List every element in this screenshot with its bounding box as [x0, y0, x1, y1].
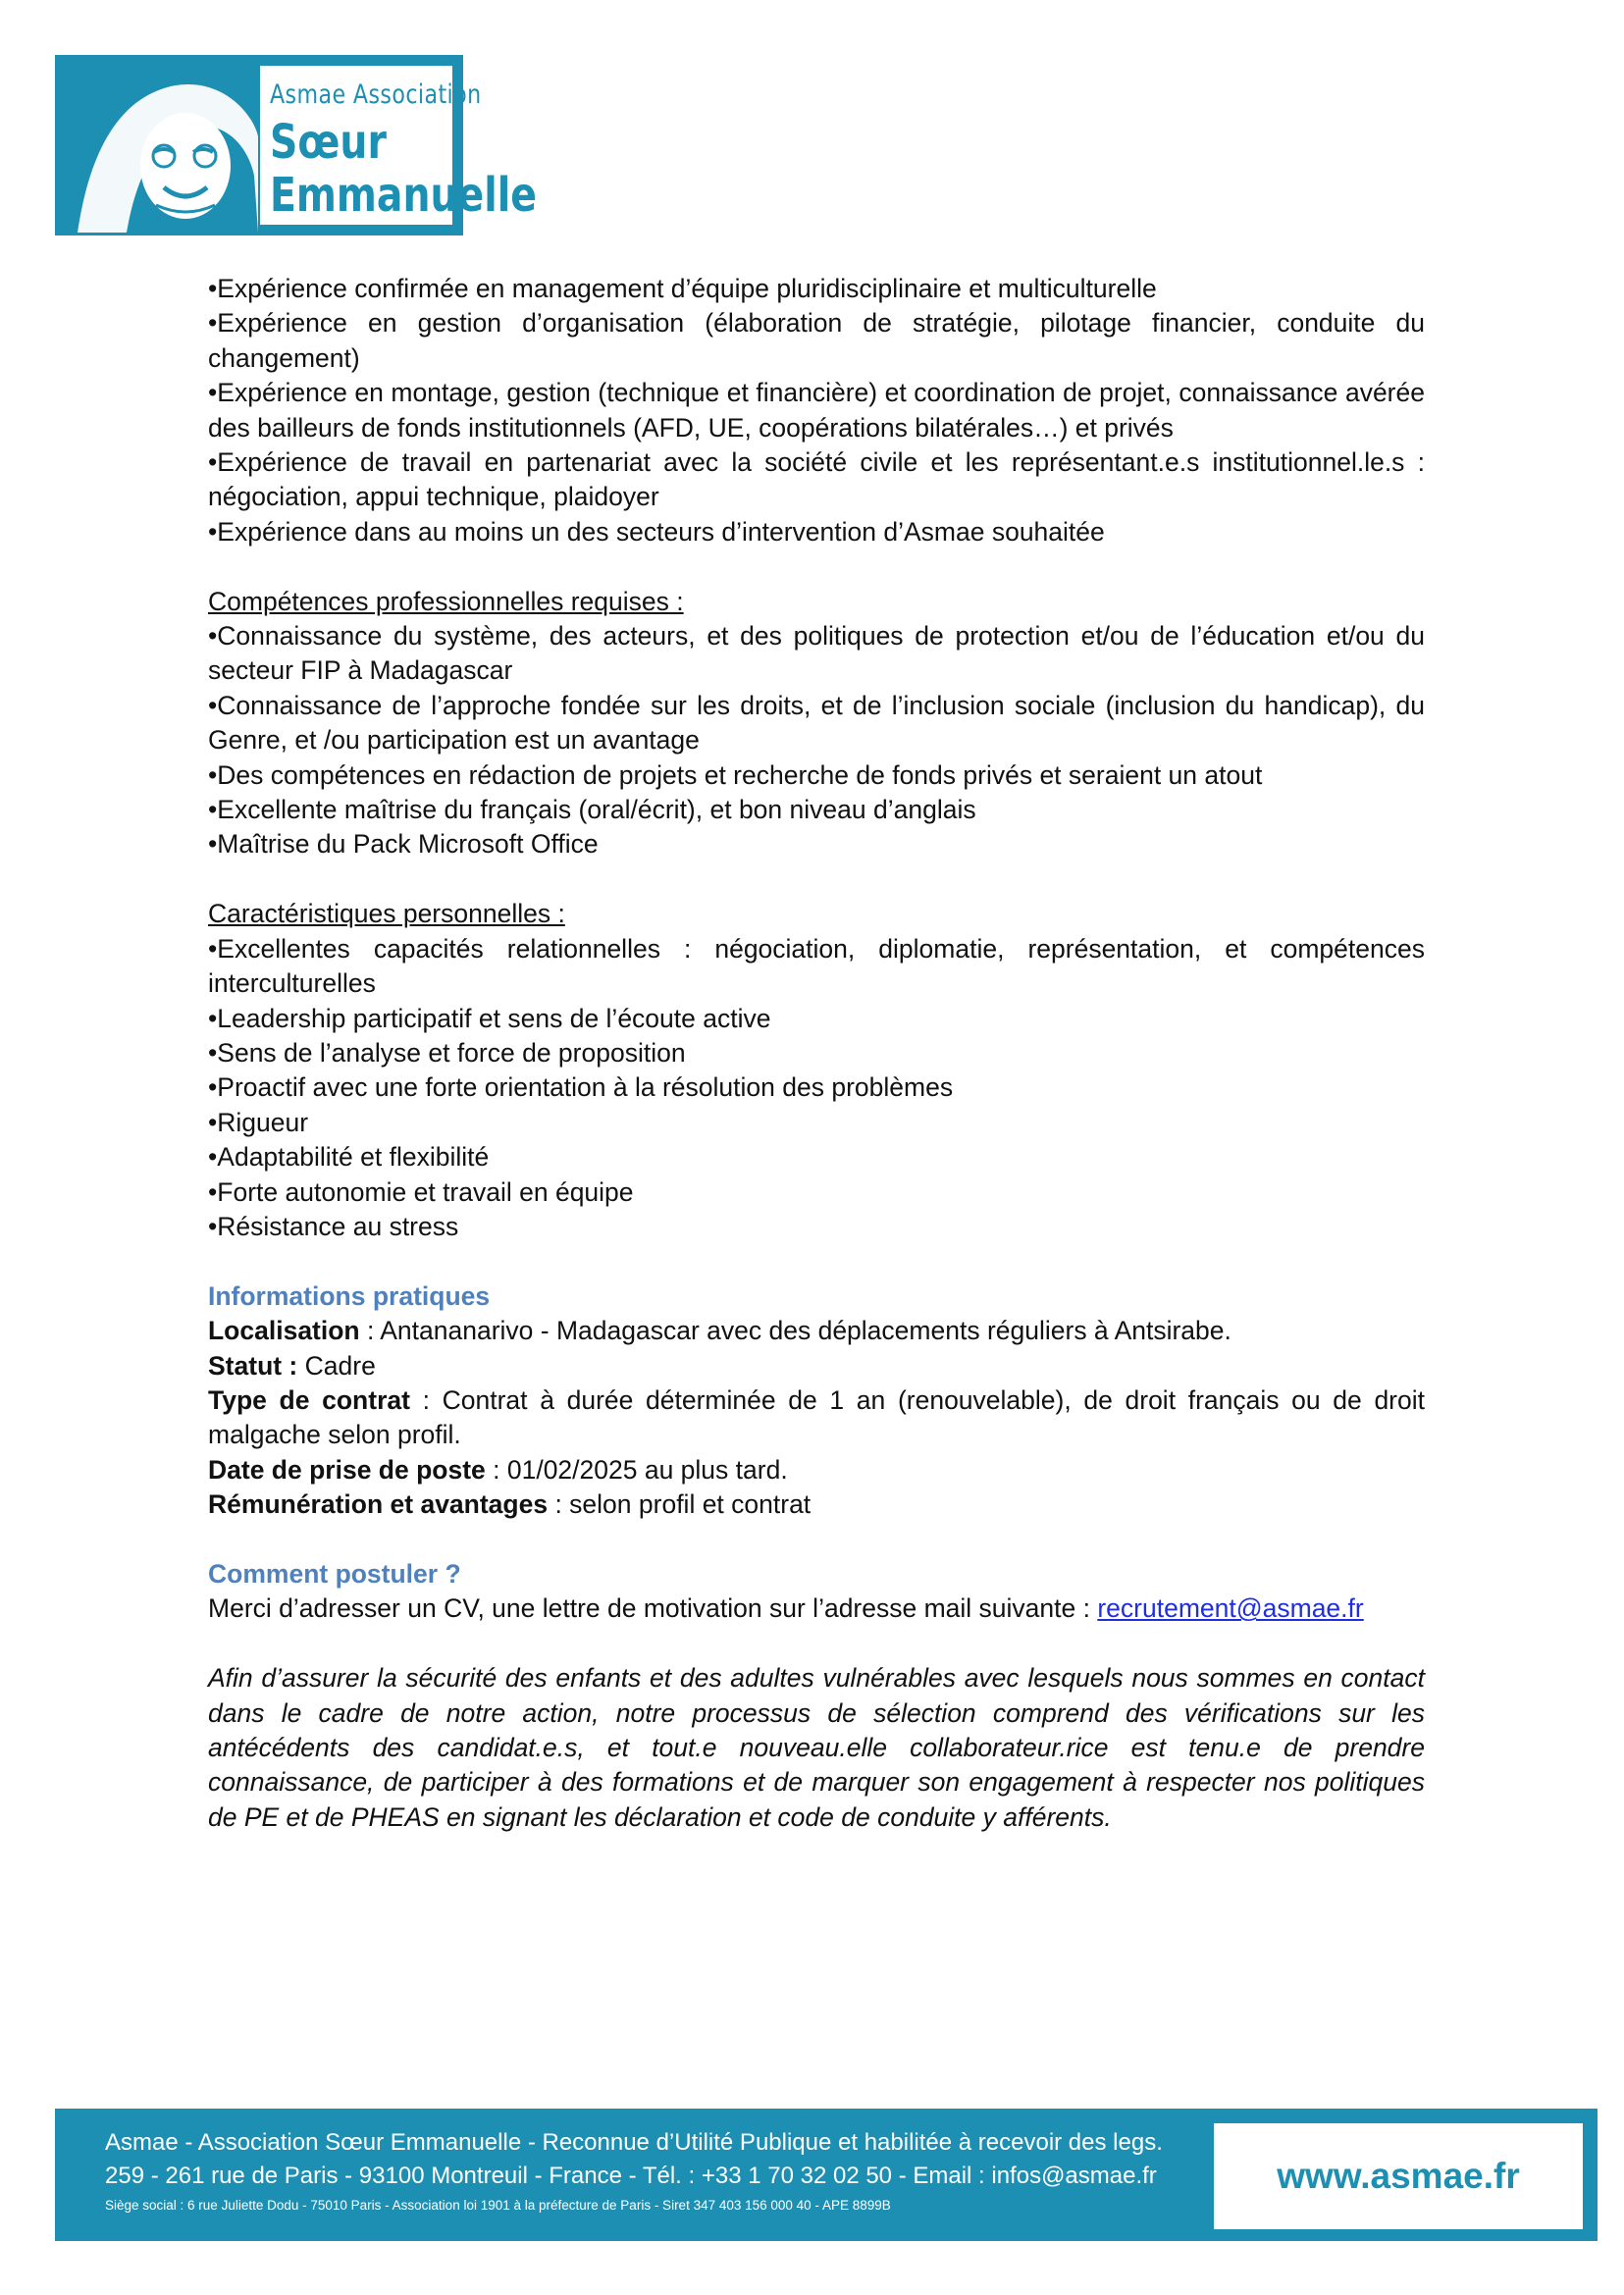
- localisation-value: : Antananarivo - Madagascar avec des déplacements réguliers à Antsirabe.: [359, 1316, 1231, 1346]
- logo-line-association: Asmae Association: [270, 79, 482, 110]
- experience-bullet: •Expérience dans au moins un des secteurs d’intervention d’Asmae souhaitée: [208, 516, 1105, 547]
- soeur-emmanuelle-portrait-icon: [58, 58, 258, 233]
- postuler-title: Comment postuler ?: [208, 1558, 461, 1589]
- contrat-row: [208, 1383, 1425, 1453]
- date-row: [208, 1453, 1425, 1487]
- postuler-row: [208, 1591, 1425, 1626]
- date-label: Date de prise de poste: [208, 1454, 486, 1485]
- remuneration-row: [208, 1487, 1425, 1522]
- localisation-row: [208, 1314, 1425, 1348]
- contrat-label: Type de contrat: [208, 1384, 410, 1415]
- document-body: [208, 272, 1425, 1835]
- safeguarding-disclaimer: Afin d’assurer la sécurité des enfants et des adultes vulnérables avec lesquels nous sommes en contact dans le cadre de notre action, notre processus de sélection comprend des vérifications sur les antécédents des candidat.e.s, et tout.e nouveau.elle collaborateur.rice est tenu.e de prendre connaissance, de participer à des formations et de marquer son engagement à respecter nos politiques de PE et de PHEAS en signant les déclaration et code de conduite y afférents.: [208, 1663, 1425, 1832]
- experience-bullet: •Expérience en montage, gestion (technique et financière) et coordination de projet, connaissance avérée des bailleurs de fonds institutionnels (AFD, UE, coopérations bilatérales…) et privés: [208, 378, 1425, 443]
- statut-row: [208, 1349, 1425, 1383]
- experience-bullet: •Expérience confirmée en management d’équipe pluridisciplinaire et multiculturelle: [208, 274, 1157, 303]
- website-link[interactable]: www.asmae.fr: [1214, 2123, 1583, 2229]
- caracteristique-bullet: •Leadership participatif et sens de l’écoute active: [208, 1003, 771, 1033]
- caracteristique-bullet: •Rigueur: [208, 1107, 309, 1137]
- footer-line-siege: Siège social : 6 rue Juliette Dodu - 75010 Paris - Association loi 1901 à la préfecture de Paris - Siret 347 403 156 000 40 - APE 8899B: [105, 2198, 891, 2213]
- recruitment-email-link[interactable]: recrutement@asmae.fr: [1097, 1593, 1364, 1624]
- postuler-text: Merci d’adresser un CV, une lettre de motivation sur l’adresse mail suivante :: [208, 1593, 1098, 1624]
- caracteristiques-title: Caractéristiques personnelles :: [208, 899, 565, 929]
- statut-value: Cadre: [297, 1350, 376, 1381]
- remuneration-value: : selon profil et contrat: [548, 1489, 812, 1520]
- date-value: : 01/02/2025 au plus tard.: [485, 1454, 788, 1485]
- logo-text-panel: [258, 64, 537, 227]
- caracteristique-bullet: •Adaptabilité et flexibilité: [208, 1142, 490, 1173]
- caracteristique-bullet: •Excellentes capacités relationnelles : négociation, diplomatie, représentation, et compétences interculturelles: [208, 933, 1425, 999]
- statut-label: Statut :: [208, 1350, 298, 1381]
- logo-line-emmanuelle: Emmanuelle: [270, 168, 537, 223]
- competence-bullet: •Maîtrise du Pack Microsoft Office: [208, 829, 599, 860]
- competence-bullet: •Excellente maîtrise du français (oral/écrit), et bon niveau d’anglais: [208, 795, 976, 825]
- remuneration-label: Rémunération et avantages: [208, 1489, 549, 1520]
- logo-line-soeur: Sœur: [270, 115, 387, 170]
- experience-bullet: •Expérience de travail en partenariat avec la société civile et les représentant.e.s institutionnel.le.s : négociation, appui technique, plaidoyer: [208, 447, 1425, 512]
- caracteristique-bullet: •Forte autonomie et travail en équipe: [208, 1176, 634, 1207]
- experience-bullet: •Expérience en gestion d’organisation (élaboration de stratégie, pilotage financier, conduite du changement): [208, 308, 1425, 373]
- footer-address-block: [105, 2127, 1163, 2217]
- caracteristique-bullet: •Proactif avec une forte orientation à la résolution des problèmes: [208, 1072, 954, 1103]
- competence-bullet: •Des compétences en rédaction de projets et recherche de fonds privés et seraient un atout: [208, 759, 1263, 790]
- contrat-value: : Contrat à durée déterminée de 1 an (renouvelable), de droit français ou de droit malgache selon profil.: [208, 1384, 1425, 1450]
- competences-title: Compétences professionnelles requises :: [208, 586, 684, 616]
- caracteristique-bullet: •Résistance au stress: [208, 1211, 459, 1241]
- infos-title: Informations pratiques: [208, 1280, 491, 1311]
- footer-line-association: Asmae - Association Sœur Emmanuelle - Reconnue d’Utilité Publique et habilitée à recevoir des legs.: [105, 2129, 1163, 2156]
- asmae-logo: [55, 55, 537, 235]
- localisation-label: Localisation: [208, 1316, 360, 1346]
- competence-bullet: •Connaissance du système, des acteurs, et des politiques de protection et/ou de l’éducation et/ou du secteur FIP à Madagascar: [208, 621, 1425, 686]
- competence-bullet: •Connaissance de l’approche fondée sur les droits, et de l’inclusion sociale (inclusion du handicap), du Genre, et /ou participation est un avantage: [208, 690, 1425, 756]
- footer-line-contact: 259 - 261 rue de Paris - 93100 Montreuil - France - Tél. : +33 1 70 32 02 50 - Email : infos@asmae.fr: [105, 2163, 1157, 2189]
- footer-banner: [55, 2109, 1598, 2241]
- caracteristique-bullet: •Sens de l’analyse et force de proposition: [208, 1037, 686, 1068]
